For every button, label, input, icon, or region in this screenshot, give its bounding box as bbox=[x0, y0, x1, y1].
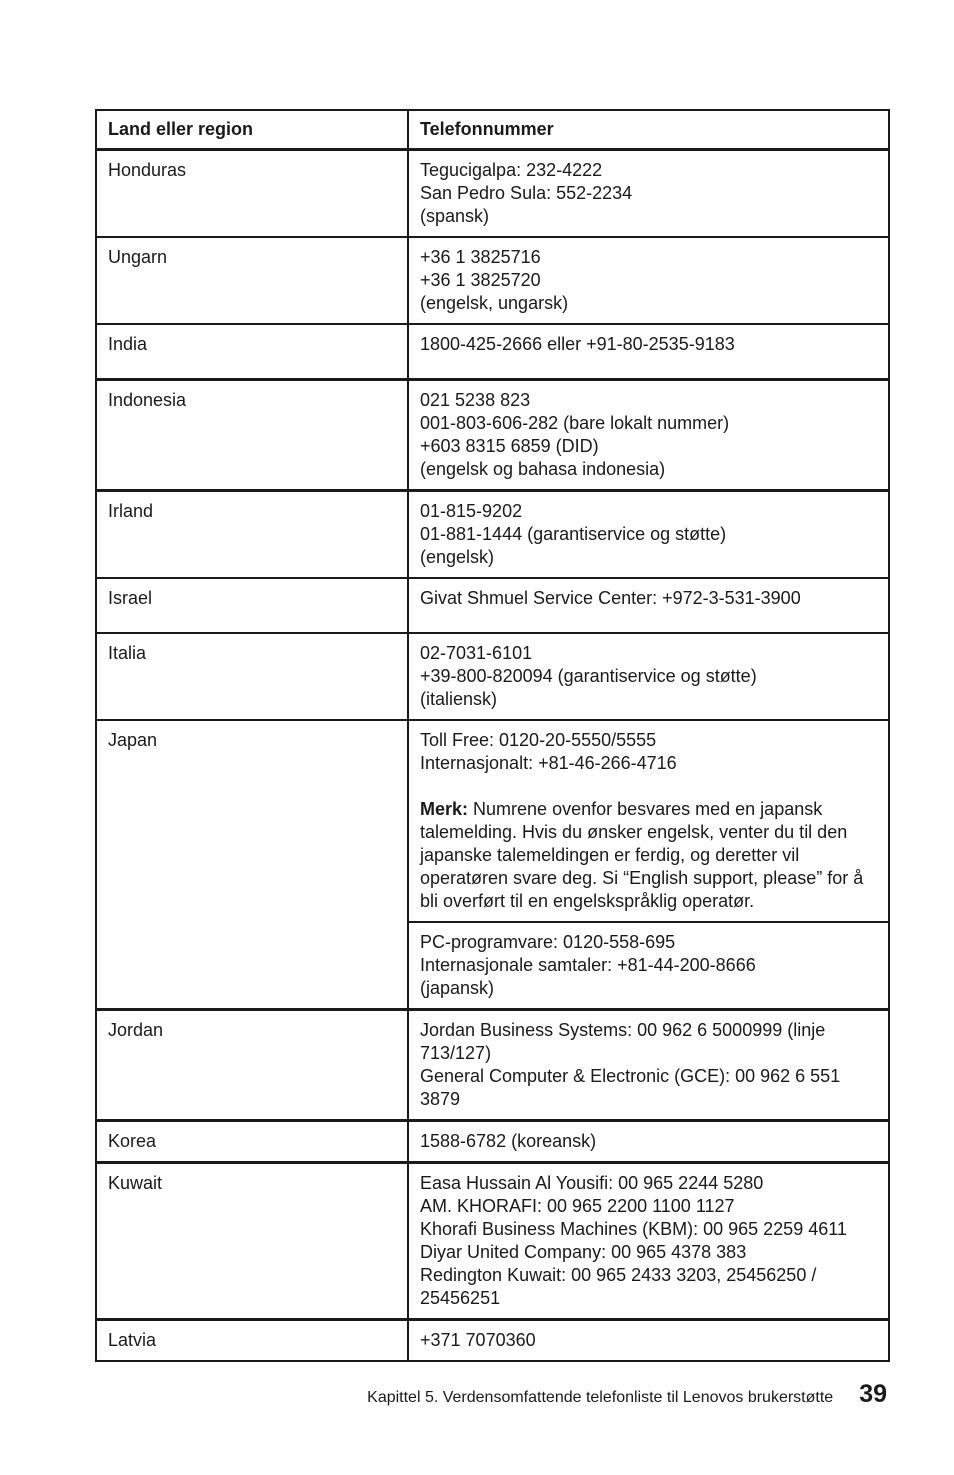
phone-line: Tegucigalpa: 232-4222 bbox=[420, 160, 603, 180]
phone-cell bbox=[408, 1121, 889, 1163]
phone-line: +603 8315 6859 (DID) bbox=[420, 436, 599, 456]
phone-line: Givat Shmuel Service Center: +972-3-531-3900 bbox=[420, 588, 801, 608]
phone-line: 01-881-1444 (garantiservice og støtte) bbox=[420, 524, 727, 544]
page-footer bbox=[0, 1380, 887, 1409]
phone-line: Internasjonale samtaler: +81-44-200-8666 bbox=[420, 955, 756, 975]
header-country: Land eller region bbox=[96, 110, 408, 150]
note-label: Merk: bbox=[420, 799, 469, 819]
phone-line: (engelsk og bahasa indonesia) bbox=[420, 459, 666, 479]
phone-line: (engelsk) bbox=[420, 547, 495, 567]
phone-line: (italiensk) bbox=[420, 689, 498, 709]
phone-cell bbox=[408, 578, 889, 633]
table-row bbox=[96, 1320, 889, 1362]
phone-cell bbox=[408, 922, 889, 1010]
country-cell: Ungarn bbox=[96, 237, 408, 324]
phone-line: General Computer & Electronic (GCE): 00 962 6 551 3879 bbox=[420, 1066, 841, 1109]
country-cell: Honduras bbox=[96, 150, 408, 238]
phone-line: (engelsk, ungarsk) bbox=[420, 293, 569, 313]
phone-line: 02-7031-6101 bbox=[420, 643, 533, 663]
phone-cell bbox=[408, 237, 889, 324]
phone-line: Internasjonalt: +81-46-266-4716 bbox=[420, 753, 677, 773]
phone-line: 01-815-9202 bbox=[420, 501, 523, 521]
phone-line: Jordan Business Systems: 00 962 6 5000999 (linje 713/127) bbox=[420, 1020, 826, 1063]
country-cell: Japan bbox=[96, 720, 408, 1010]
phone-line: +39-800-820094 (garantiservice og støtte) bbox=[420, 666, 757, 686]
phone-line: Redington Kuwait: 00 965 2433 3203, 25456250 / 25456251 bbox=[420, 1265, 817, 1308]
phone-line: PC-programvare: 0120-558-695 bbox=[420, 932, 676, 952]
phone-line: Easa Hussain Al Yousifi: 00 965 2244 5280 bbox=[420, 1173, 764, 1193]
country-cell: Israel bbox=[96, 578, 408, 633]
note-text: Numrene ovenfor besvares med en japansk talemelding. Hvis du ønsker engelsk, venter du til den japanske talemeldingen er ferdig, og deretter vil operatøren svare deg. Si “English support, please” for å bli overført til en engelskspråklig operatør. bbox=[420, 799, 864, 911]
phone-line: (spansk) bbox=[420, 206, 490, 226]
country-cell: Indonesia bbox=[96, 380, 408, 491]
phone-line: +371 7070360 bbox=[420, 1330, 536, 1350]
phone-cell bbox=[408, 1163, 889, 1320]
phone-line: 1800-425-2666 eller +91-80-2535-9183 bbox=[420, 334, 735, 354]
phone-line: 1588-6782 (koreansk) bbox=[420, 1131, 597, 1151]
phone-cell bbox=[408, 1320, 889, 1362]
phone-line: (japansk) bbox=[420, 978, 495, 998]
phone-line: +36 1 3825720 bbox=[420, 270, 541, 290]
phone-line: Diyar United Company: 00 965 4378 383 bbox=[420, 1242, 747, 1262]
country-cell: Italia bbox=[96, 633, 408, 720]
phone-line: 021 5238 823 bbox=[420, 390, 531, 410]
table-row bbox=[96, 324, 889, 380]
note bbox=[420, 798, 877, 913]
phone-line: AM. KHORAFI: 00 965 2200 1100 1127 bbox=[420, 1196, 735, 1216]
phone-cell bbox=[408, 150, 889, 238]
table-row bbox=[96, 633, 889, 720]
phone-cell bbox=[408, 1010, 889, 1121]
table-row bbox=[96, 1010, 889, 1121]
country-cell: India bbox=[96, 324, 408, 380]
table-row bbox=[96, 578, 889, 633]
table-header-row bbox=[96, 110, 889, 150]
phone-cell bbox=[408, 380, 889, 491]
chapter-title: Kapittel 5. Verdensomfattende telefonliste til Lenovos brukerstøtte bbox=[367, 1389, 834, 1406]
table-row bbox=[96, 491, 889, 579]
header-phone: Telefonnummer bbox=[408, 110, 889, 150]
country-cell: Irland bbox=[96, 491, 408, 579]
phone-line: Khorafi Business Machines (KBM): 00 965 2259 4611 bbox=[420, 1219, 847, 1239]
table-row bbox=[96, 150, 889, 238]
table-row bbox=[96, 237, 889, 324]
country-cell: Kuwait bbox=[96, 1163, 408, 1320]
country-cell: Latvia bbox=[96, 1320, 408, 1362]
phone-table bbox=[95, 109, 890, 1362]
phone-line: Toll Free: 0120-20-5550/5555 bbox=[420, 730, 657, 750]
phone-cell bbox=[408, 491, 889, 579]
table-row bbox=[96, 380, 889, 491]
phone-line: 001-803-606-282 (bare lokalt nummer) bbox=[420, 413, 730, 433]
table-row bbox=[96, 720, 889, 922]
page-number: 39 bbox=[859, 1380, 887, 1408]
phone-line: +36 1 3825716 bbox=[420, 247, 541, 267]
phone-cell bbox=[408, 633, 889, 720]
phone-line: San Pedro Sula: 552-2234 bbox=[420, 183, 633, 203]
table-row bbox=[96, 1163, 889, 1320]
phone-cell bbox=[408, 324, 889, 380]
phone-cell bbox=[408, 720, 889, 922]
country-cell: Jordan bbox=[96, 1010, 408, 1121]
country-cell: Korea bbox=[96, 1121, 408, 1163]
table-row bbox=[96, 1121, 889, 1163]
